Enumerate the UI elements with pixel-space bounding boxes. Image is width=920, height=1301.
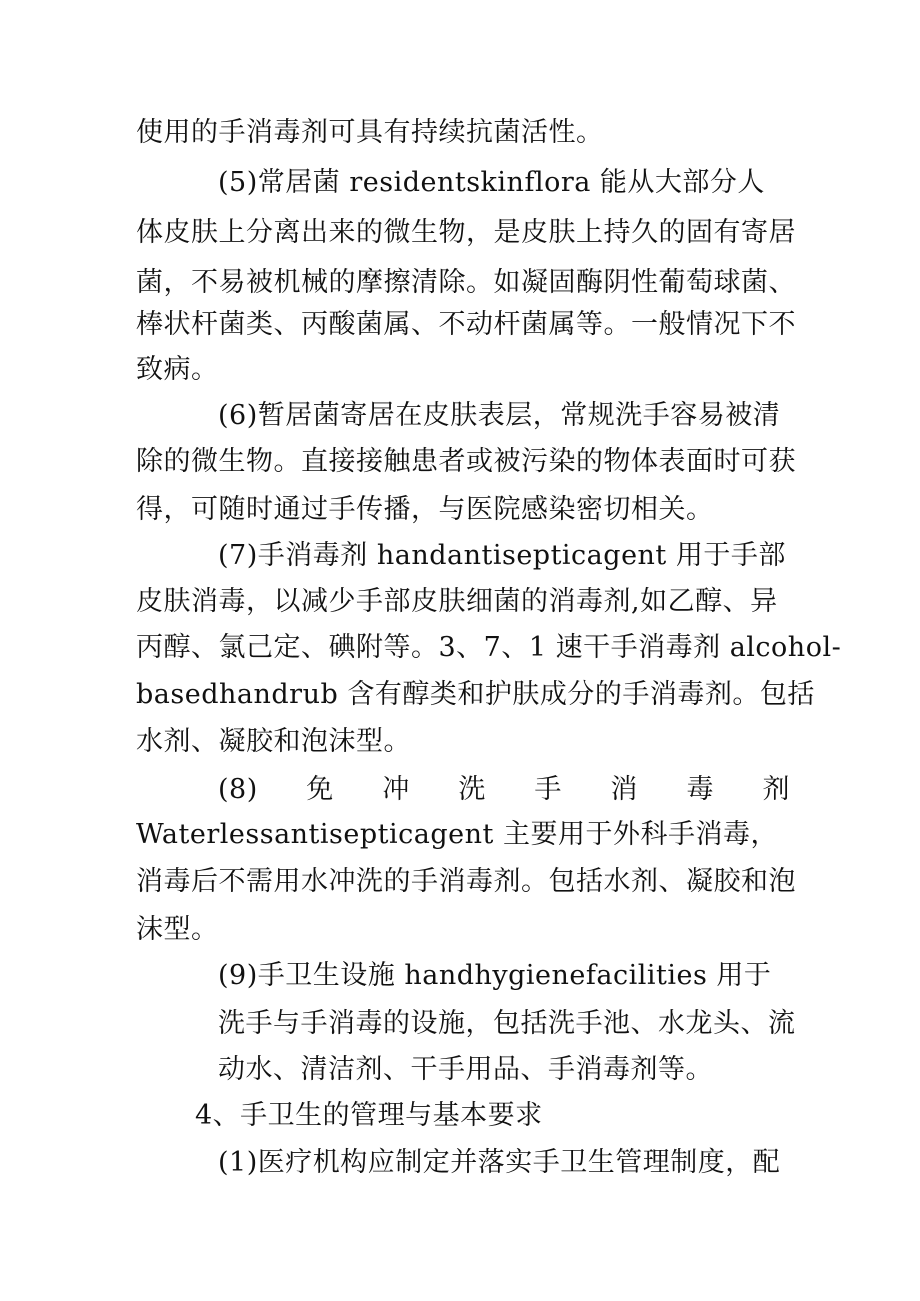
text-line: 沫型。 bbox=[136, 914, 219, 945]
text-line: (6)暂居菌寄居在皮肤表层，常规洗手容易被清 bbox=[218, 400, 781, 431]
section-heading: 4、手卫生的管理与基本要求 bbox=[195, 1100, 543, 1131]
text-line: (9)手卫生设施 handhygienefacilities 用于 bbox=[218, 960, 772, 991]
text-line: 动水、清洁剂、干手用品、手消毒剂等。 bbox=[218, 1054, 713, 1085]
text-line: 体皮肤上分离出来的微生物，是皮肤上持久的固有寄居 bbox=[136, 217, 796, 248]
text-line: 消毒后不需用水冲洗的手消毒剂。包括水剂、凝胶和泡 bbox=[136, 866, 796, 897]
spread-word: 剂 bbox=[762, 774, 790, 805]
text-line: 棒状杆菌类、丙酸菌属、不动杆菌属等。一般情况下不 bbox=[136, 309, 796, 340]
text-line: 洗手与手消毒的设施，包括洗手池、水龙头、流 bbox=[218, 1008, 796, 1039]
text-line: 得，可随时通过手传播，与医院感染密切相关。 bbox=[136, 494, 714, 525]
text-line: Waterlessantisepticagent 主要用于外科手消毒， bbox=[136, 819, 778, 850]
spread-word: 免 bbox=[306, 774, 334, 805]
text-line: 水剂、凝胶和泡沫型。 bbox=[136, 726, 411, 757]
spread-word: 洗 bbox=[458, 774, 486, 805]
text-line: (5)常居菌 residentskinflora 能从大部分人 bbox=[218, 167, 765, 198]
spread-text-line bbox=[218, 770, 790, 810]
text-line: 致病。 bbox=[136, 354, 219, 385]
spread-word: 消 bbox=[610, 774, 638, 805]
text-line: 丙醇、氯己定、碘附等。3、7、1 速干手消毒剂 alcohol- bbox=[136, 632, 842, 663]
text-line: basedhandrub 含有醇类和护肤成分的手消毒剂。包括 bbox=[136, 679, 815, 710]
text-line: 除的微生物。直接接触患者或被污染的物体表面时可获 bbox=[136, 446, 796, 477]
text-line: 使用的手消毒剂可具有持续抗菌活性。 bbox=[136, 117, 604, 148]
text-line: 菌，不易被机械的摩擦清除。如凝固酶阴性葡萄球菌、 bbox=[136, 267, 796, 298]
spread-word: 手 bbox=[534, 774, 562, 805]
spread-word: (8) bbox=[218, 774, 258, 805]
text-line: (1)医疗机构应制定并落实手卫生管理制度，配 bbox=[218, 1147, 781, 1178]
text-line: 皮肤消毒，以减少手部皮肤细菌的消毒剂,如乙醇、异 bbox=[136, 586, 778, 617]
spread-word: 冲 bbox=[382, 774, 410, 805]
spread-word: 毒 bbox=[686, 774, 714, 805]
text-line: (7)手消毒剂 handantisepticagent 用于手部 bbox=[218, 540, 786, 571]
